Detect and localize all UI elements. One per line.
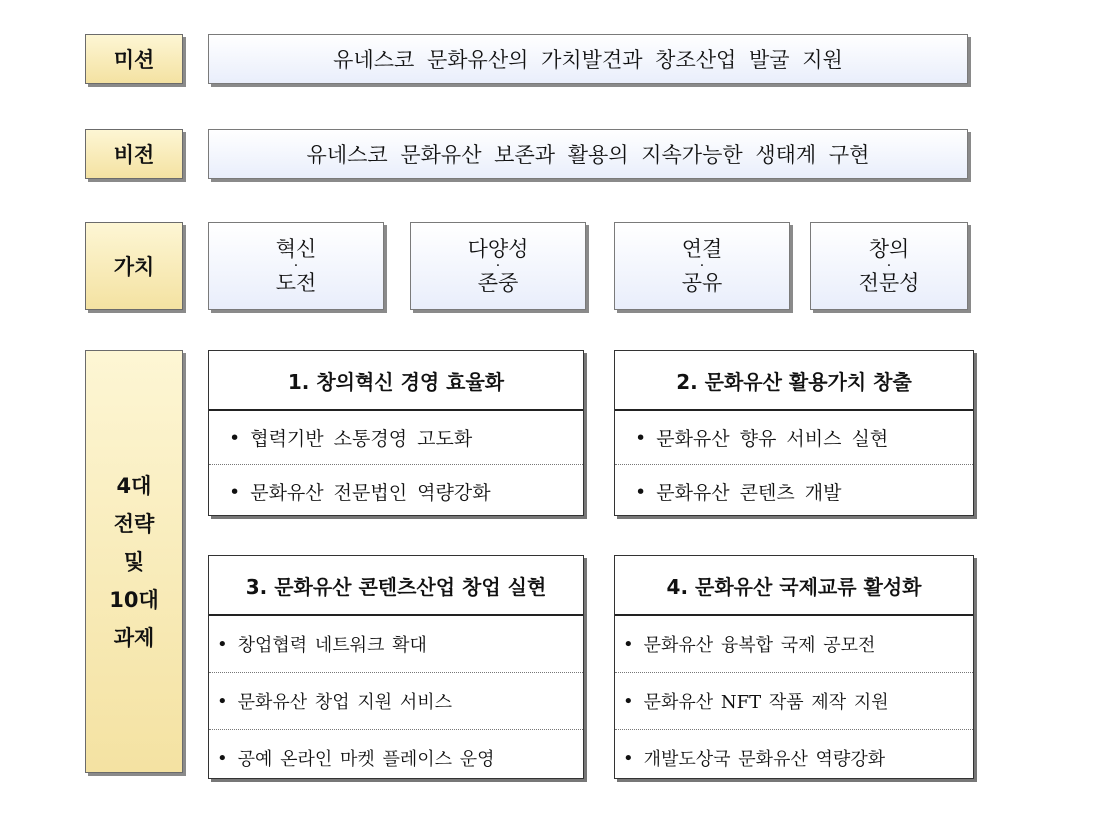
bullet-icon: • bbox=[217, 747, 228, 769]
strategy-task bbox=[615, 411, 973, 465]
values-label-text: 가치 bbox=[113, 255, 155, 279]
strategy-title: 2. 문화유산 활용가치 창출 bbox=[615, 351, 973, 411]
value-bottom: 존중 bbox=[477, 271, 519, 295]
strategy-task bbox=[209, 411, 583, 465]
strategy-items bbox=[209, 411, 583, 518]
strategy-task bbox=[615, 730, 973, 786]
bullet-icon: • bbox=[229, 480, 241, 503]
strategy-label-line: 10대 bbox=[109, 587, 159, 612]
value-top: 연결 bbox=[681, 237, 723, 261]
bullet-icon: • bbox=[635, 480, 647, 503]
value-top: 창의 bbox=[868, 237, 910, 261]
strategy-card-3 bbox=[208, 555, 584, 779]
bullet-icon: • bbox=[623, 747, 634, 769]
value-card-3 bbox=[614, 222, 790, 310]
strategy-task bbox=[209, 465, 583, 518]
strategy-items bbox=[615, 616, 973, 786]
strategy-title: 4. 문화유산 국제교류 활성화 bbox=[615, 556, 973, 616]
vision-label-text: 비전 bbox=[113, 143, 155, 167]
bullet-icon: • bbox=[623, 690, 634, 712]
strategy-task bbox=[209, 616, 583, 673]
strategy-card-4 bbox=[614, 555, 974, 779]
task-text: 문화유산 전문법인 역량강화 bbox=[250, 482, 491, 504]
strategy-items bbox=[615, 411, 973, 518]
mission-label-text: 미션 bbox=[113, 48, 155, 72]
strategy-items bbox=[209, 616, 583, 786]
task-text: 문화유산 창업 지원 서비스 bbox=[237, 692, 453, 713]
value-sep: · bbox=[886, 258, 892, 274]
bullet-icon: • bbox=[217, 633, 228, 655]
strategy-title: 3. 문화유산 콘텐츠산업 창업 실현 bbox=[209, 556, 583, 616]
value-card-2 bbox=[410, 222, 586, 310]
bullet-icon: • bbox=[229, 426, 241, 449]
task-text: 협력기반 소통경영 고도화 bbox=[250, 428, 473, 450]
task-text: 창업협력 네트워크 확대 bbox=[237, 635, 427, 656]
task-text: 문화유산 콘텐츠 개발 bbox=[656, 482, 842, 504]
value-bottom: 전문성 bbox=[858, 271, 920, 295]
vision-statement bbox=[208, 129, 968, 179]
strategy-task bbox=[615, 465, 973, 518]
vision-text: 유네스코 문화유산 보존과 활용의 지속가능한 생태계 구현 bbox=[306, 143, 870, 167]
task-text: 문화유산 NFT 작품 제작 지원 bbox=[643, 692, 889, 713]
bullet-icon: • bbox=[635, 426, 647, 449]
mission-text: 유네스코 문화유산의 가치발견과 창조산업 발굴 지원 bbox=[333, 48, 843, 72]
value-card-4 bbox=[810, 222, 968, 310]
task-text: 문화유산 융복합 국제 공모전 bbox=[643, 635, 876, 656]
strategy-task bbox=[209, 673, 583, 730]
strategy-task bbox=[615, 673, 973, 730]
strategy-label bbox=[85, 350, 183, 773]
strategy-card-2 bbox=[614, 350, 974, 516]
strategy-label-line: 전략 bbox=[113, 511, 155, 536]
bullet-icon: • bbox=[623, 633, 634, 655]
mission-label bbox=[85, 34, 183, 84]
strategy-card-1 bbox=[208, 350, 584, 516]
task-text: 공예 온라인 마켓 플레이스 운영 bbox=[237, 749, 495, 770]
values-label bbox=[85, 222, 183, 310]
value-top: 다양성 bbox=[467, 237, 529, 261]
value-bottom: 도전 bbox=[275, 271, 317, 295]
value-sep: · bbox=[293, 258, 299, 274]
strategy-title: 1. 창의혁신 경영 효율화 bbox=[209, 351, 583, 411]
strategy-label-line: 4대 bbox=[116, 473, 152, 498]
strategy-task bbox=[209, 730, 583, 786]
value-sep: · bbox=[699, 258, 705, 274]
value-bottom: 공유 bbox=[681, 271, 723, 295]
vision-label bbox=[85, 129, 183, 179]
mission-statement bbox=[208, 34, 968, 84]
strategy-label-line: 과제 bbox=[113, 625, 155, 650]
task-text: 문화유산 향유 서비스 실현 bbox=[656, 428, 889, 450]
strategy-label-line: 및 bbox=[123, 549, 145, 574]
value-sep: · bbox=[495, 258, 501, 274]
value-card-1 bbox=[208, 222, 384, 310]
bullet-icon: • bbox=[217, 690, 228, 712]
task-text: 개발도상국 문화유산 역량강화 bbox=[643, 749, 886, 770]
value-top: 혁신 bbox=[275, 237, 317, 261]
strategy-task bbox=[615, 616, 973, 673]
